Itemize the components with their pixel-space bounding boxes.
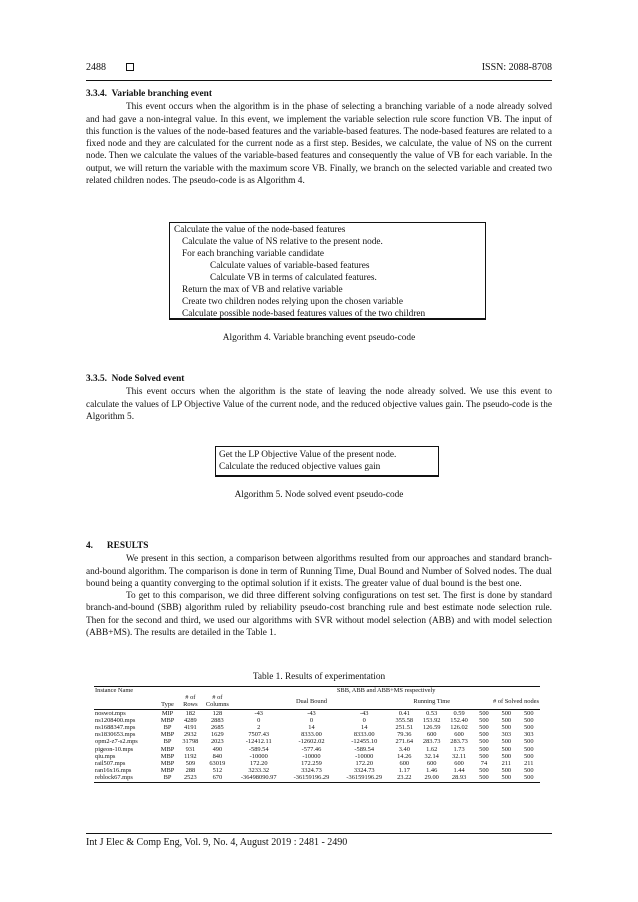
table-cell: 512 <box>212 767 223 775</box>
table-cell: ran16x16.mps <box>95 767 132 775</box>
table-cell: opm2-z7-s2.mps <box>95 738 138 746</box>
table-cell: 500 <box>479 752 489 760</box>
section-4 <box>86 540 552 639</box>
table-cell: 288 <box>185 767 196 775</box>
algo-line: Create two children nodes relying upon the chosen variable <box>182 297 403 307</box>
table-cell: ns1688347.mps <box>95 724 136 732</box>
table-cell: 79.36 <box>397 731 412 739</box>
table-cell: 126.59 <box>422 724 441 732</box>
table-cell: -10000 <box>302 752 321 760</box>
footer-rule <box>86 833 552 834</box>
table-row <box>94 717 540 724</box>
col-header-group: SBB, ABB and ABB+MS respectively <box>232 687 540 695</box>
table-cell: -36159196.29 <box>285 774 338 782</box>
table-cell: 3324.73 <box>301 767 322 775</box>
table-cell: 211 <box>501 760 511 768</box>
algorithm-5-caption: Algorithm 5. Node solved event pseudo-code <box>234 490 404 500</box>
table-cell: -589.54 <box>248 745 269 753</box>
table-cell: 670 <box>202 774 232 782</box>
table-cell: 500 <box>501 709 512 717</box>
table-cell: 29.00 <box>418 774 445 782</box>
section-title: 3.3.5. Node Solved event <box>86 374 185 384</box>
table-cell: 74 <box>480 760 488 768</box>
table-cell: 0 <box>309 716 314 724</box>
section-paragraph: We present in this section, a comparison between algorithms resulted from our approaches and standard branch-and-bound algorithm. The comparison is done in term of Running Time, Dual Bound and Number of Solved nodes. The dual bound being a quantity converging to the optimal solution if it exists. The greater value of dual bound is the best one. <box>86 554 552 589</box>
table-cell: 128 <box>212 709 223 717</box>
table-cell: 172.20 <box>249 760 268 768</box>
table-cell: 1.73 <box>453 745 465 753</box>
table-cell: 500 <box>479 709 489 717</box>
col-header-type: Type <box>157 694 179 709</box>
algo-line: Calculate the value of NS relative to the present node. <box>182 237 383 247</box>
table-cell: 1.46 <box>426 767 438 775</box>
table-cell: 500 <box>479 716 489 724</box>
table-cell: 0.41 <box>398 709 410 717</box>
table-cell: 500 <box>495 774 517 782</box>
table-cell: 500 <box>523 716 534 724</box>
table-cell: 14 <box>308 724 315 732</box>
table-row <box>94 731 540 738</box>
table-row <box>94 760 540 767</box>
section-paragraph: To get to this comparison, we did three different solving configurations on test set. The first is done by standard branch-and-bound (SBB) algorithm ruled by reliability pseudo-cost branching rule and best estimate node selection rule. Then for the second and third, we used our algorithms with SVR without model selection (ABB) and with model selection (ABB+MS). The results are detailed in the Table 1. <box>86 591 552 639</box>
table-cell: BP <box>157 774 179 782</box>
table-cell: 3233.32 <box>248 767 270 775</box>
table-cell: -12412.11 <box>245 738 272 746</box>
table-row <box>94 738 540 745</box>
table-cell: 182 <box>185 709 196 717</box>
section-title: 4. RESULTS <box>86 541 149 551</box>
table-cell: 1.17 <box>398 767 410 775</box>
table-cell: -12455.10 <box>351 738 378 746</box>
table-cell: -589.54 <box>354 745 375 753</box>
table-cell: 28.93 <box>445 774 472 782</box>
table-cell: BP <box>163 738 172 746</box>
table-cell: 0.59 <box>453 709 465 717</box>
table-cell: 271.64 <box>395 738 414 746</box>
table-cell: 172.259 <box>301 760 322 768</box>
table-cell: 500 <box>479 745 489 753</box>
col-header-running-time: Running Time <box>391 694 473 709</box>
table-cell: MBP <box>160 760 175 768</box>
col-header-dual-bound: Dual Bound <box>232 694 390 709</box>
table-cell: 600 <box>426 760 437 768</box>
table-cell: -36159196.29 <box>338 774 391 782</box>
table-cell: 600 <box>426 731 437 739</box>
section-3-3-5 <box>86 373 552 423</box>
table-cell: 600 <box>399 760 410 768</box>
col-header-instance: Instance Name <box>94 687 232 695</box>
section-paragraph: This event occurs when the algorithm is in the phase of selecting a branching variable of a node already solved and had gave a non-integral value. In this event, we implement the variable selection rule score function VB. The input of this function is the values of the node-based features and the variable-based features. The node-based features are related to a fixed node and they are calculated for the current node as a first step. Besides, we calculate, the value of NS on the current node. Then we calculate the values of the variable-based features and consequently the value of VB for each variable. In the output, we will return the variable with the maximum score VB. Finally, we branch on the selected variable and created two related children nodes. The pseudo-code is as Algorithm 4. <box>86 102 552 187</box>
table-cell: 251.51 <box>395 724 414 732</box>
table-cell: 14.26 <box>397 752 412 760</box>
section-3-3-4 <box>86 88 552 187</box>
algo-line: Calculate values of variable-based features <box>210 261 370 271</box>
header-rule <box>86 80 552 81</box>
table-cell: ns1830653.mps <box>95 731 136 739</box>
table-cell: 1.62 <box>426 745 438 753</box>
table-cell: 172.20 <box>355 760 374 768</box>
table-cell: 2023 <box>210 738 224 746</box>
table-cell: 3.40 <box>398 745 410 753</box>
table-cell: 4191 <box>183 724 197 732</box>
table-cell: 600 <box>454 731 464 739</box>
table-row <box>94 774 540 782</box>
table-cell: 500 <box>479 731 489 739</box>
section-paragraph: This event occurs when the algorithm is the state of leaving the node already solved. We use this event to calculate the values of LP Objective Value of the current node, and the reduced objective values gain. The pseudo-code is the Algorithm 5. <box>86 387 552 422</box>
table-cell: 3324.73 <box>353 767 375 775</box>
square-icon <box>126 63 134 71</box>
table-cell: 500 <box>501 767 512 775</box>
results-table <box>94 686 540 783</box>
table-cell: noswot.mps <box>95 709 126 717</box>
table-cell: MBP <box>160 767 175 775</box>
table-body <box>94 709 540 782</box>
table-cell: 2883 <box>210 716 224 724</box>
table-cell: 2932 <box>183 731 197 739</box>
table-cell: 840 <box>212 752 223 760</box>
table-cell: MBP <box>160 745 175 753</box>
table-cell: BP <box>163 724 172 732</box>
table-cell: 303 <box>523 731 534 739</box>
table-cell: 500 <box>501 724 512 732</box>
table-cell: 500 <box>523 745 534 753</box>
table-cell: 32.11 <box>452 752 467 760</box>
table-cell: -577.46 <box>301 745 322 753</box>
table-cell: 500 <box>523 738 534 746</box>
table-cell: -43 <box>307 709 316 717</box>
table-cell: 355.58 <box>395 716 414 724</box>
page-footer: Int J Elec & Comp Eng, Vol. 9, No. 4, August 2019 : 2481 - 2490 <box>86 837 348 848</box>
table-cell: ns1208400.mps <box>95 716 136 724</box>
col-header-rows: # of Rows <box>178 694 202 709</box>
algo-line: Calculate possible node-based features values of the two children <box>182 309 426 319</box>
table-row <box>94 746 540 753</box>
table-cell: 0.53 <box>426 709 438 717</box>
table-cell: 500 <box>473 774 495 782</box>
table-row <box>94 753 540 760</box>
table-cell: 2 <box>257 724 261 732</box>
table-row <box>94 767 540 774</box>
algorithm-5-box <box>215 446 439 477</box>
table-cell: MIP <box>161 709 174 717</box>
table-cell: 31798 <box>182 738 199 746</box>
table-cell: 14 <box>361 724 368 732</box>
algorithm-4-box <box>169 222 486 320</box>
table-cell: 500 <box>523 724 534 732</box>
table-cell: 0 <box>257 716 261 724</box>
table-cell: rail507.mps <box>95 760 126 768</box>
algo-line: Return the max of VB and relative variable <box>182 285 343 295</box>
algo-line: Get the LP Objective Value of the present node. <box>219 450 397 460</box>
table-row <box>94 724 540 731</box>
table-cell: pigeon-10.mps <box>95 745 134 753</box>
table-cell: 283.73 <box>422 738 441 746</box>
table-cell: 0 <box>362 716 366 724</box>
algo-line: Calculate VB in terms of calculated features. <box>210 273 377 283</box>
table-cell: 500 <box>479 724 489 732</box>
table-cell: 509 <box>185 760 196 768</box>
table-cell: 500 <box>523 709 534 717</box>
table-cell: -12602.02 <box>298 738 325 746</box>
section-title: 3.3.4. Variable branching event <box>86 89 212 99</box>
table-cell: MBP <box>160 752 175 760</box>
table-cell: 500 <box>523 752 534 760</box>
table-cell: -10000 <box>355 752 374 760</box>
col-header-solved-nodes: # of Solved nodes <box>473 694 540 709</box>
table-cell: 1192 <box>184 752 197 760</box>
table-cell: 500 <box>523 767 534 775</box>
table-cell: -36498090.97 <box>232 774 285 782</box>
table-cell: 63019 <box>209 760 226 768</box>
page-number: 2488 <box>86 62 106 73</box>
table-cell: reblock67.mps <box>94 774 157 782</box>
table-cell: 500 <box>479 738 489 746</box>
table-cell: 2523 <box>178 774 202 782</box>
col-header-columns: # of Columns <box>202 694 232 709</box>
table-cell: 931 <box>185 745 196 753</box>
table-cell: 500 <box>518 774 541 782</box>
table-cell: 4289 <box>183 716 197 724</box>
table-cell: 8333.00 <box>353 731 375 739</box>
algo-line: Calculate the reduced objective values gain <box>219 462 381 472</box>
table-cell: 7507.43 <box>248 731 270 739</box>
table-cell: 303 <box>501 731 512 739</box>
issn: ISSN: 2088-8708 <box>481 62 552 73</box>
table-cell: 211 <box>524 760 534 768</box>
table-cell: 500 <box>479 767 489 775</box>
table-cell: qiu.mps <box>95 752 116 760</box>
table-cell: -43 <box>254 709 263 717</box>
table-cell: 2685 <box>210 724 224 732</box>
table-cell: 8333.00 <box>301 731 322 739</box>
table-cell: 500 <box>501 716 512 724</box>
table-cell: MBP <box>160 716 175 724</box>
table-cell: -43 <box>359 709 369 717</box>
table-cell: 32.14 <box>424 752 439 760</box>
table-caption: Table 1. Results of experimentation <box>252 672 386 682</box>
table-cell: 1.44 <box>453 767 465 775</box>
table-cell: 23.22 <box>391 774 418 782</box>
algo-line: Calculate the value of the node-based features <box>174 225 346 235</box>
table-cell: -10000 <box>249 752 268 760</box>
algo-line: For each branching variable candidate <box>182 249 324 259</box>
table-cell: 126.02 <box>450 724 468 732</box>
table-cell: 500 <box>501 738 512 746</box>
table-cell: 500 <box>501 745 512 753</box>
table-cell: 283.73 <box>450 738 468 746</box>
algorithm-4-caption: Algorithm 4. Variable branching event pseudo-code <box>222 333 416 343</box>
table-cell: 490 <box>212 745 223 753</box>
table-cell: 152.40 <box>450 716 468 724</box>
table-cell: MBP <box>160 731 175 739</box>
table-cell: 153.92 <box>422 716 441 724</box>
table-cell: 1629 <box>210 731 224 739</box>
table-cell: 500 <box>501 752 512 760</box>
table-row <box>94 709 540 717</box>
table-cell: 600 <box>454 760 464 768</box>
page-header <box>86 62 552 76</box>
